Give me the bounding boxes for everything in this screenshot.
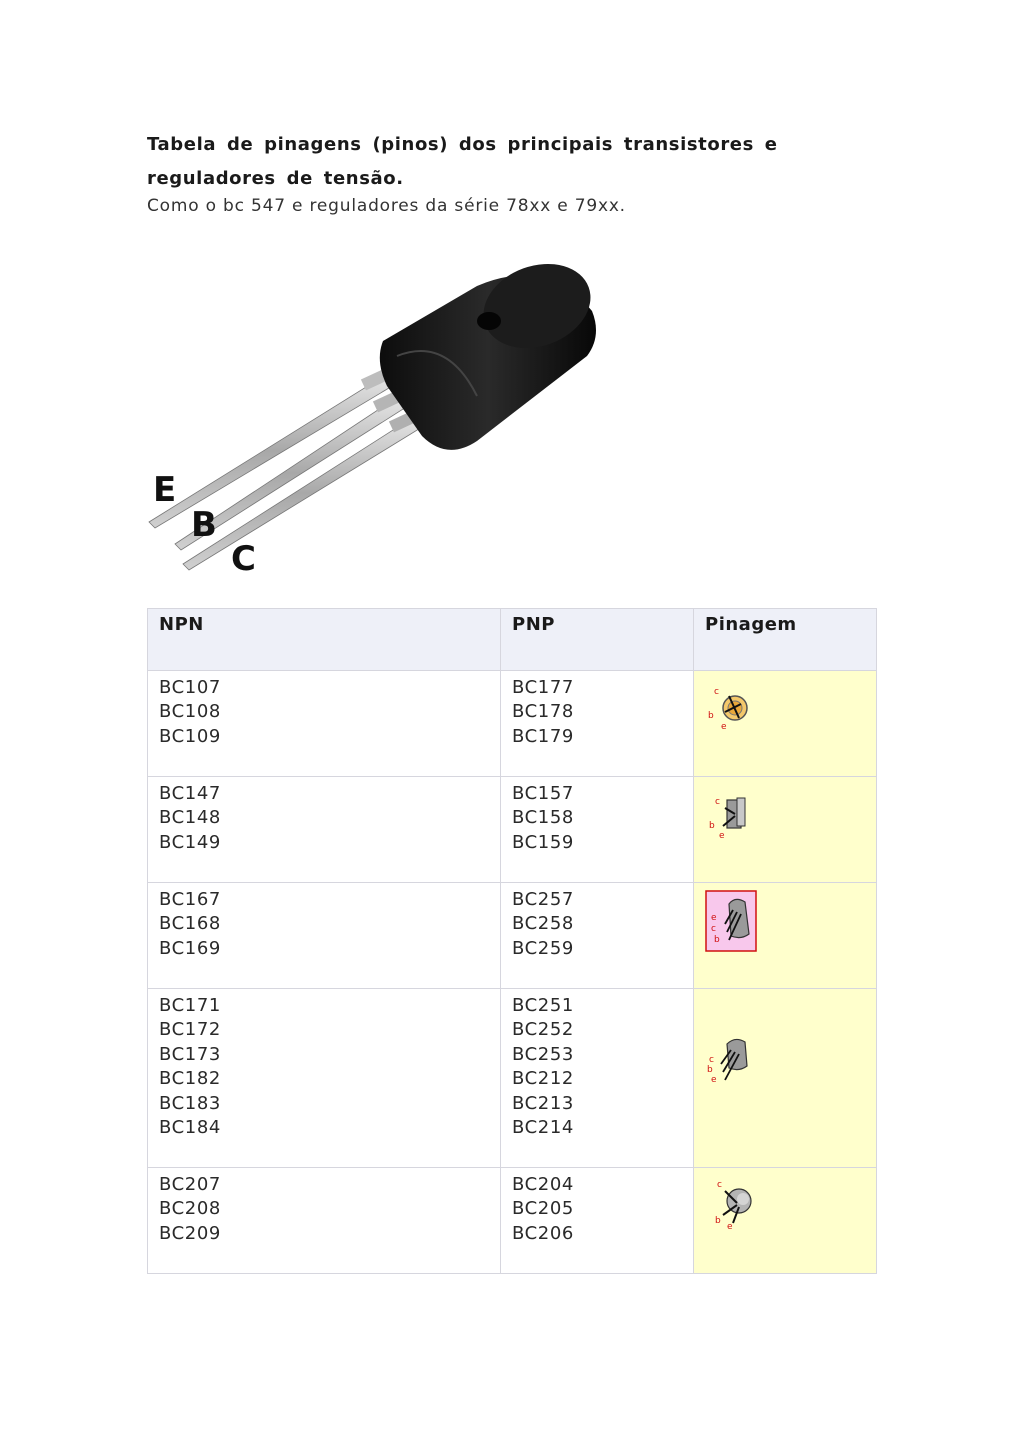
svg-text:b: b bbox=[715, 1216, 722, 1226]
pinagem-cell bbox=[694, 777, 877, 883]
table-header-row bbox=[148, 609, 877, 671]
npn-code: BC182 bbox=[159, 1068, 221, 1090]
pnp-code: BC213 bbox=[512, 1092, 574, 1114]
svg-text:b: b bbox=[714, 935, 721, 945]
pin-labels bbox=[153, 470, 256, 579]
title-line-2: reguladores de tensão. bbox=[147, 168, 404, 189]
emitter-label: E bbox=[153, 470, 177, 510]
table-row bbox=[148, 777, 877, 883]
pnp-code: BC251 bbox=[512, 995, 574, 1016]
npn-code: BC173 bbox=[159, 1043, 221, 1065]
table-row bbox=[148, 883, 877, 989]
npn-code: BC184 bbox=[159, 1117, 221, 1139]
pinout-table bbox=[147, 608, 877, 1274]
pnp-code: BC206 bbox=[512, 1222, 574, 1244]
npn-code: BC207 bbox=[159, 1174, 221, 1195]
table-row bbox=[148, 671, 877, 777]
pnp-code: BC177 bbox=[512, 677, 574, 698]
npn-cell bbox=[148, 1168, 501, 1274]
npn-code: BC209 bbox=[159, 1222, 221, 1244]
pnp-code: BC257 bbox=[512, 889, 574, 910]
pnp-code: BC253 bbox=[512, 1043, 574, 1065]
npn-cell bbox=[148, 989, 501, 1168]
svg-text:b: b bbox=[707, 1065, 714, 1075]
pnp-code: BC157 bbox=[512, 783, 574, 804]
svg-text:e: e bbox=[727, 1222, 734, 1231]
title-line-1: Tabela de pinagens (pinos) dos principais transistores e bbox=[147, 134, 778, 155]
page-subtitle: Como o bc 547 e reguladores da série 78xx e 79xx. bbox=[147, 196, 626, 216]
pnp-code: BC214 bbox=[512, 1117, 574, 1139]
pnp-code: BC158 bbox=[512, 807, 574, 829]
table-row bbox=[148, 989, 877, 1168]
svg-text:b: b bbox=[709, 821, 716, 831]
svg-text:e: e bbox=[711, 1075, 718, 1085]
svg-text:c: c bbox=[709, 1055, 715, 1065]
svg-text:c: c bbox=[714, 687, 720, 697]
npn-code: BC109 bbox=[159, 725, 221, 747]
npn-code: BC169 bbox=[159, 937, 221, 959]
to92-side-icon bbox=[705, 1034, 755, 1094]
svg-text:c: c bbox=[715, 797, 721, 807]
pnp-code: BC179 bbox=[512, 725, 574, 747]
npn-cell bbox=[148, 671, 501, 777]
svg-text:e: e bbox=[721, 722, 728, 732]
pnp-cell bbox=[501, 883, 694, 989]
npn-code: BC148 bbox=[159, 807, 221, 829]
table-row bbox=[148, 1168, 877, 1274]
npn-code: BC172 bbox=[159, 1019, 221, 1041]
transistor-body bbox=[380, 250, 603, 450]
pnp-code: BC204 bbox=[512, 1174, 574, 1195]
npn-cell bbox=[148, 777, 501, 883]
pnp-code: BC205 bbox=[512, 1198, 574, 1220]
pnp-code: BC252 bbox=[512, 1019, 574, 1041]
header-pnp: PNP bbox=[501, 609, 694, 671]
npn-code: BC208 bbox=[159, 1198, 221, 1220]
pnp-code: BC178 bbox=[512, 701, 574, 723]
pnp-code: BC212 bbox=[512, 1068, 574, 1090]
npn-code: BC171 bbox=[159, 995, 221, 1016]
svg-text:e: e bbox=[719, 831, 726, 841]
base-label: B bbox=[191, 505, 217, 545]
pinagem-cell bbox=[694, 1168, 877, 1274]
npn-code: BC167 bbox=[159, 889, 221, 910]
npn-code: BC183 bbox=[159, 1092, 221, 1114]
pnp-code: BC159 bbox=[512, 831, 574, 853]
page-title bbox=[147, 128, 877, 196]
header-pinagem: Pinagem bbox=[694, 609, 877, 671]
npn-code: BC108 bbox=[159, 701, 221, 723]
to92-flat-front-icon bbox=[705, 790, 755, 845]
pnp-code: BC259 bbox=[512, 937, 574, 959]
to92-pink-frame-icon bbox=[705, 890, 759, 954]
to18-metal-can-icon bbox=[705, 686, 755, 736]
npn-code: BC147 bbox=[159, 783, 221, 804]
pnp-cell bbox=[501, 989, 694, 1168]
pinagem-cell bbox=[694, 883, 877, 989]
transistor-photo bbox=[147, 246, 607, 581]
pnp-code: BC258 bbox=[512, 913, 574, 935]
npn-code: BC149 bbox=[159, 831, 221, 853]
pnp-cell bbox=[501, 671, 694, 777]
to92-round-icon bbox=[705, 1179, 759, 1231]
pnp-cell bbox=[501, 1168, 694, 1274]
npn-cell bbox=[148, 883, 501, 989]
svg-text:c: c bbox=[717, 1180, 723, 1190]
npn-code: BC168 bbox=[159, 913, 221, 935]
header-npn: NPN bbox=[148, 609, 501, 671]
pinagem-cell bbox=[694, 671, 877, 777]
collector-label: C bbox=[231, 539, 256, 579]
npn-code: BC107 bbox=[159, 677, 221, 698]
svg-text:b: b bbox=[708, 711, 715, 721]
pinagem-cell bbox=[694, 989, 877, 1168]
svg-text:e: e bbox=[711, 913, 718, 923]
svg-text:c: c bbox=[711, 924, 717, 934]
pnp-cell bbox=[501, 777, 694, 883]
document-page bbox=[147, 128, 877, 1244]
